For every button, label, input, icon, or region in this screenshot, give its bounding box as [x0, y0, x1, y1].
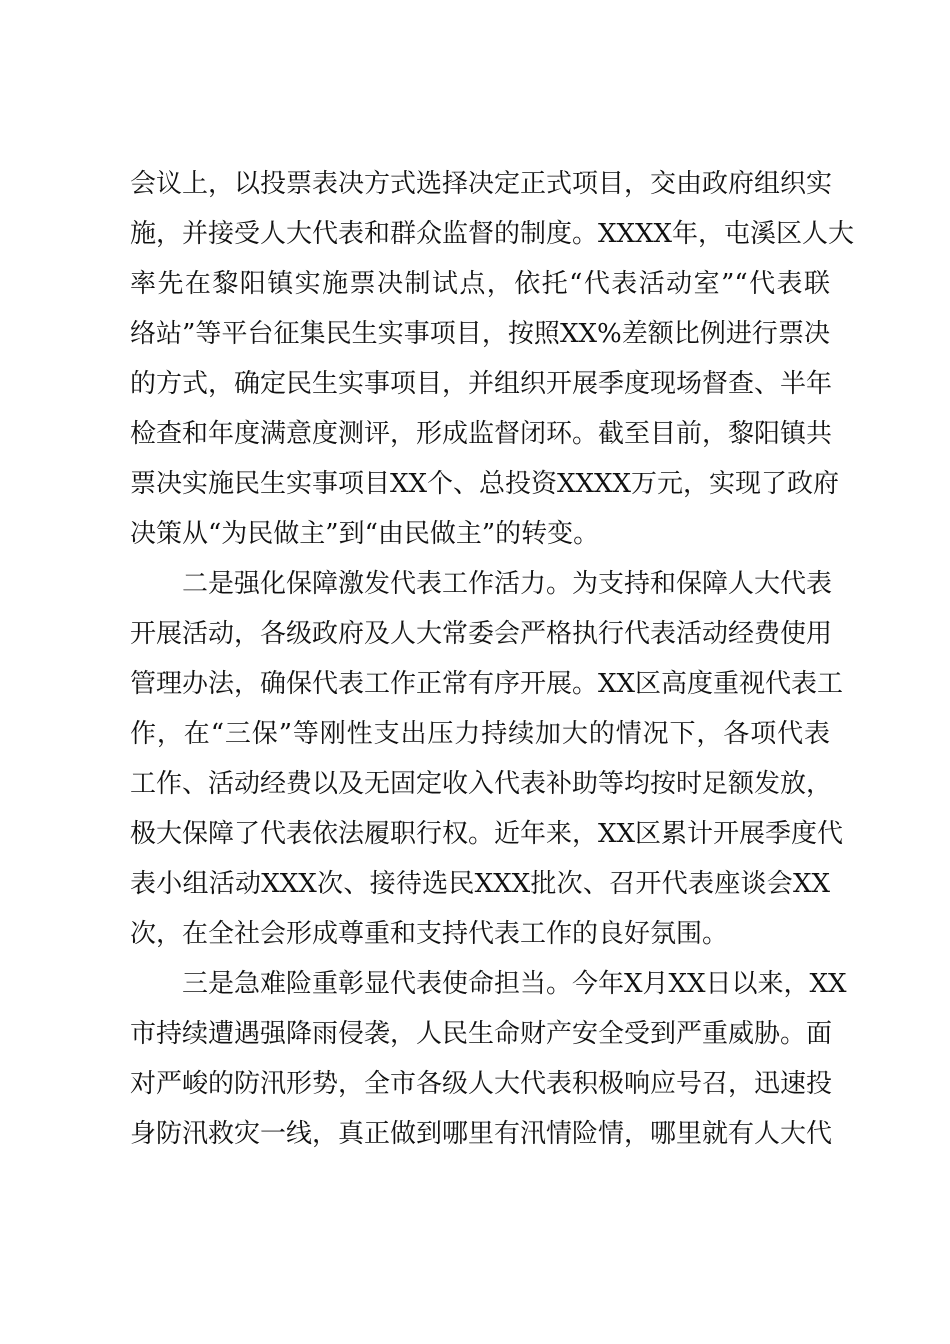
paragraph-heading-line: 二是强化保障激发代表工作活力。为支持和保障人大代表 — [130, 569, 833, 599]
text-line: 检查和年度满意度测评，形成监督闭环。截至目前，黎阳镇共 — [130, 419, 833, 449]
text-line: 络站”等平台征集民生实事项目，按照XX%差额比例进行票决 — [130, 319, 830, 349]
text-line: 身防汛救灾一线，真正做到哪里有汛情险情，哪里就有人大代 — [130, 1119, 833, 1149]
text-line: 的方式，确定民生实事项目，并组织开展季度现场督查、半年 — [130, 369, 833, 399]
text-line: 表小组活动XXX次、接待选民XXX批次、召开代表座谈会XX — [130, 869, 830, 899]
text-line: 管理办法，确保代表工作正常有序开展。XX区高度重视代表工 — [130, 669, 844, 699]
document-body — [130, 159, 855, 1159]
text-line: 施，并接受人大代表和群众监督的制度。XXXX年，屯溪区人大 — [130, 219, 855, 249]
text-line: 极大保障了代表依法履职行权。近年来，XX区累计开展季度代 — [130, 819, 844, 849]
text-line: 决策从“为民做主”到“由民做主”的转变。 — [130, 519, 600, 549]
text-line: 作，在“三保”等刚性支出压力持续加大的情况下，各项代表 — [130, 719, 830, 749]
text-line: 率先在黎阳镇实施票决制试点，依托“代表活动室”“代表联 — [130, 269, 830, 299]
text-line: 工作、活动经费以及无固定收入代表补助等均按时足额发放， — [130, 769, 833, 799]
text-line: 会议上，以投票表决方式选择决定正式项目，交由政府组织实 — [130, 169, 833, 199]
text-line: 票决实施民生实事项目XX个、总投资XXXX万元，实现了政府 — [130, 469, 840, 499]
text-line: 市持续遭遇强降雨侵袭，人民生命财产安全受到严重威胁。面 — [130, 1019, 833, 1049]
paragraph-heading-line: 三是急难险重彰显代表使命担当。今年X月XX日以来，XX — [130, 969, 847, 999]
text-line: 次，在全社会形成尊重和支持代表工作的良好氛围。 — [130, 919, 729, 949]
text-line: 对严峻的防汛形势，全市各级人大代表积极响应号召，迅速投 — [130, 1069, 833, 1099]
text-line: 开展活动，各级政府及人大常委会严格执行代表活动经费使用 — [130, 619, 833, 649]
